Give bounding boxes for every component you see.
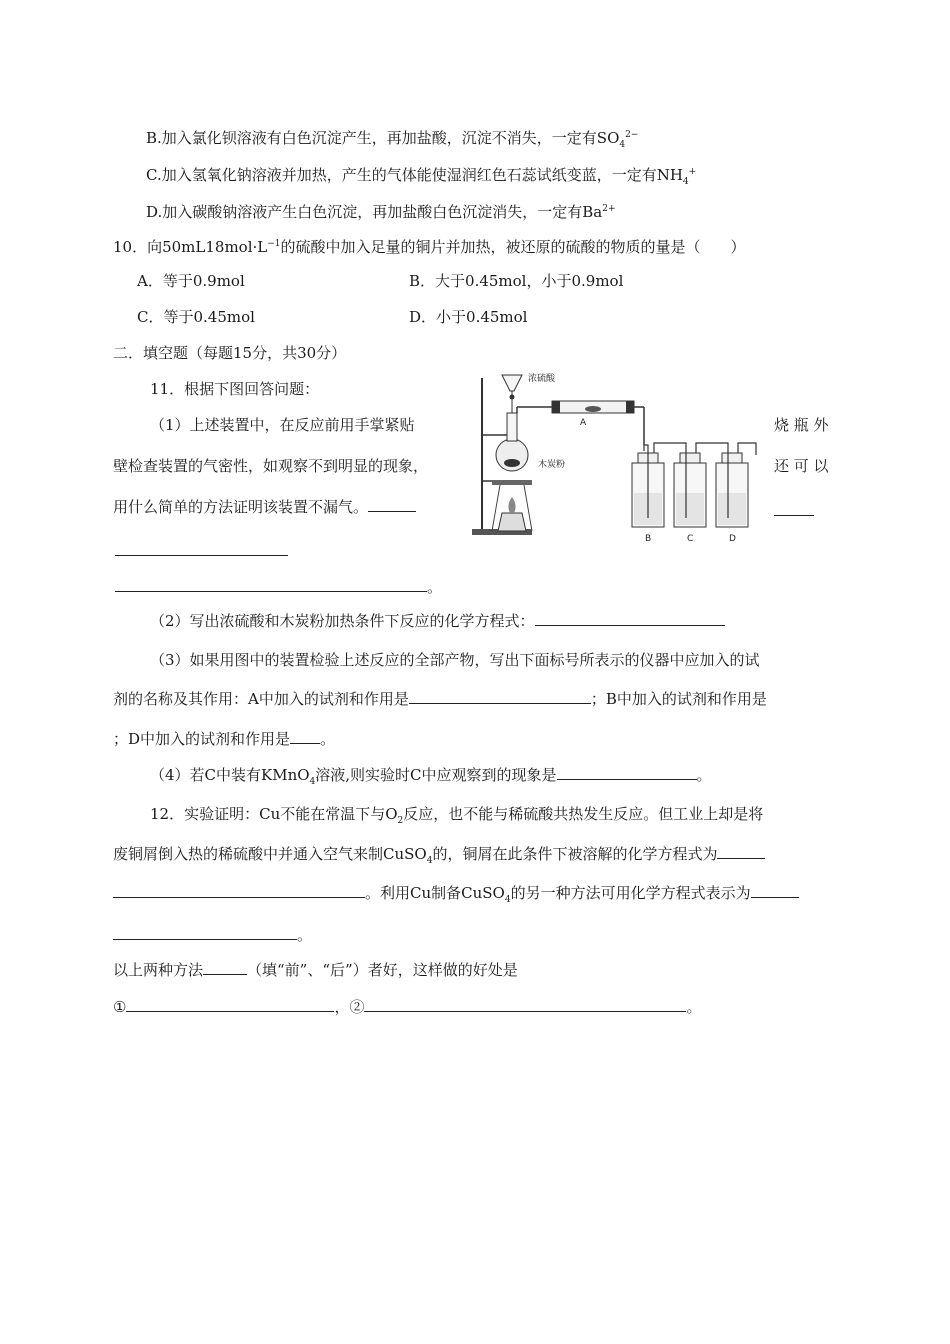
apparatus-diagram <box>472 363 764 545</box>
q9-option-d: D.加入碳酸钠溶液产生白色沉淀，再加盐酸白色沉淀消失，一定有$Ba^{2+}$ <box>146 203 616 221</box>
q11-part3-line3: ；D中加入的试剂和作用是 。 <box>113 730 336 748</box>
answer-blank[interactable] <box>113 925 297 940</box>
q10-option-c: C．等于0.45mol <box>137 308 255 326</box>
q11-part2: （2）写出浓硫酸和木炭粉加热条件下反应的化学方程式： <box>150 611 725 631</box>
answer-blank[interactable] <box>409 689 591 704</box>
q11-part1-line2-left: 壁检查装置的气密性，如观察不到明显的现象， <box>113 457 429 475</box>
q10-option-b: B．大于0.45mol，小于0.9mol <box>409 272 624 290</box>
q11-part3-line1: （3）如果用图中的装置检验上述反应的全部产物，写出下面标号所表示的仪器中应加入的试 <box>150 651 760 669</box>
q12-line1: 12．实验证明：Cu不能在常温下与$O_2$反应，也不能与稀硫酸共热发生反应。但工业上却是将 <box>150 805 764 826</box>
label-carbon: 木炭粉 <box>538 460 566 470</box>
answer-blank[interactable] <box>113 883 365 898</box>
q11-stem: 11．根据下图回答问题： <box>150 380 320 398</box>
q10-option-a: A．等于0.9mol <box>137 272 245 290</box>
answer-blank[interactable] <box>115 541 288 556</box>
answer-blank[interactable] <box>364 997 686 1012</box>
label-d: D <box>729 534 736 544</box>
answer-blank[interactable] <box>535 611 725 626</box>
q9-option-c: C.加入氢氧化钠溶液并加热，产生的气体能使湿润红色石蕊试纸变蓝，一定有$NH_4^+$ <box>146 166 697 187</box>
q11-part1-right: 烧 瓶 外 <box>774 416 829 434</box>
section-heading: 二．填空题（每题15分，共30分） <box>113 344 347 362</box>
label-acid: 浓硫酸 <box>528 374 556 384</box>
answer-blank[interactable] <box>751 883 799 898</box>
q10-option-d: D．小于0.45mol <box>409 308 528 326</box>
q12-line5: 以上两种方法 （填“前”、“后”）者好，这样做的好处是 <box>113 961 518 979</box>
answer-blank[interactable] <box>115 577 427 592</box>
answer-blank[interactable] <box>290 729 320 744</box>
q10-stem: 10．向$50mL18mol\cdot L^{-1}$的硫酸中加入足量的铜片并加热，被还原的硫酸的物质的量是（ ） <box>113 238 746 256</box>
q9-option-b: B.加入氯化钡溶液有白色沉淀产生，再加盐酸，沉淀不消失，一定有$SO_4^{2-}$ <box>146 129 639 150</box>
answer-blank[interactable] <box>774 501 814 516</box>
label-a: A <box>580 418 587 428</box>
q11-part1-line5: 。 <box>115 577 442 597</box>
answer-blank[interactable] <box>717 844 765 859</box>
answer-blank[interactable] <box>557 765 697 780</box>
q12-line3: 。利用Cu制备CuSO$_4$的另一种方法可用化学方程式表示为 <box>113 883 799 910</box>
q11-part1-line3: 用什么简单的方法证明该装置不漏气。 <box>113 497 416 517</box>
q11-part1-left: （1）上述装置中，在反应前用手掌紧贴 <box>150 416 415 434</box>
q12-line6: ① ，② 。 <box>113 998 702 1016</box>
q12-line2: 废铜屑倒入热的稀硫酸中并通入空气来制CuSO$_4$的，铜屑在此条件下被溶解的化学方程式为 <box>113 844 765 871</box>
label-b: B <box>645 534 652 544</box>
answer-blank[interactable] <box>368 497 416 512</box>
answer-blank[interactable] <box>203 960 247 975</box>
q11-part3-line2: 剂的名称及其作用：A中加入的试剂和作用是 ；B中加入的试剂和作用是 <box>113 690 767 708</box>
label-c: C <box>687 534 694 544</box>
q11-part1-line2-right: 还 可 以 <box>774 457 829 475</box>
answer-blank[interactable] <box>126 997 334 1012</box>
q12-line4: 。 <box>113 925 312 945</box>
q11-part4: （4）若C中装有KMnO$_4$溶液,则实验时C中应观察到的现象是 。 <box>150 766 712 787</box>
